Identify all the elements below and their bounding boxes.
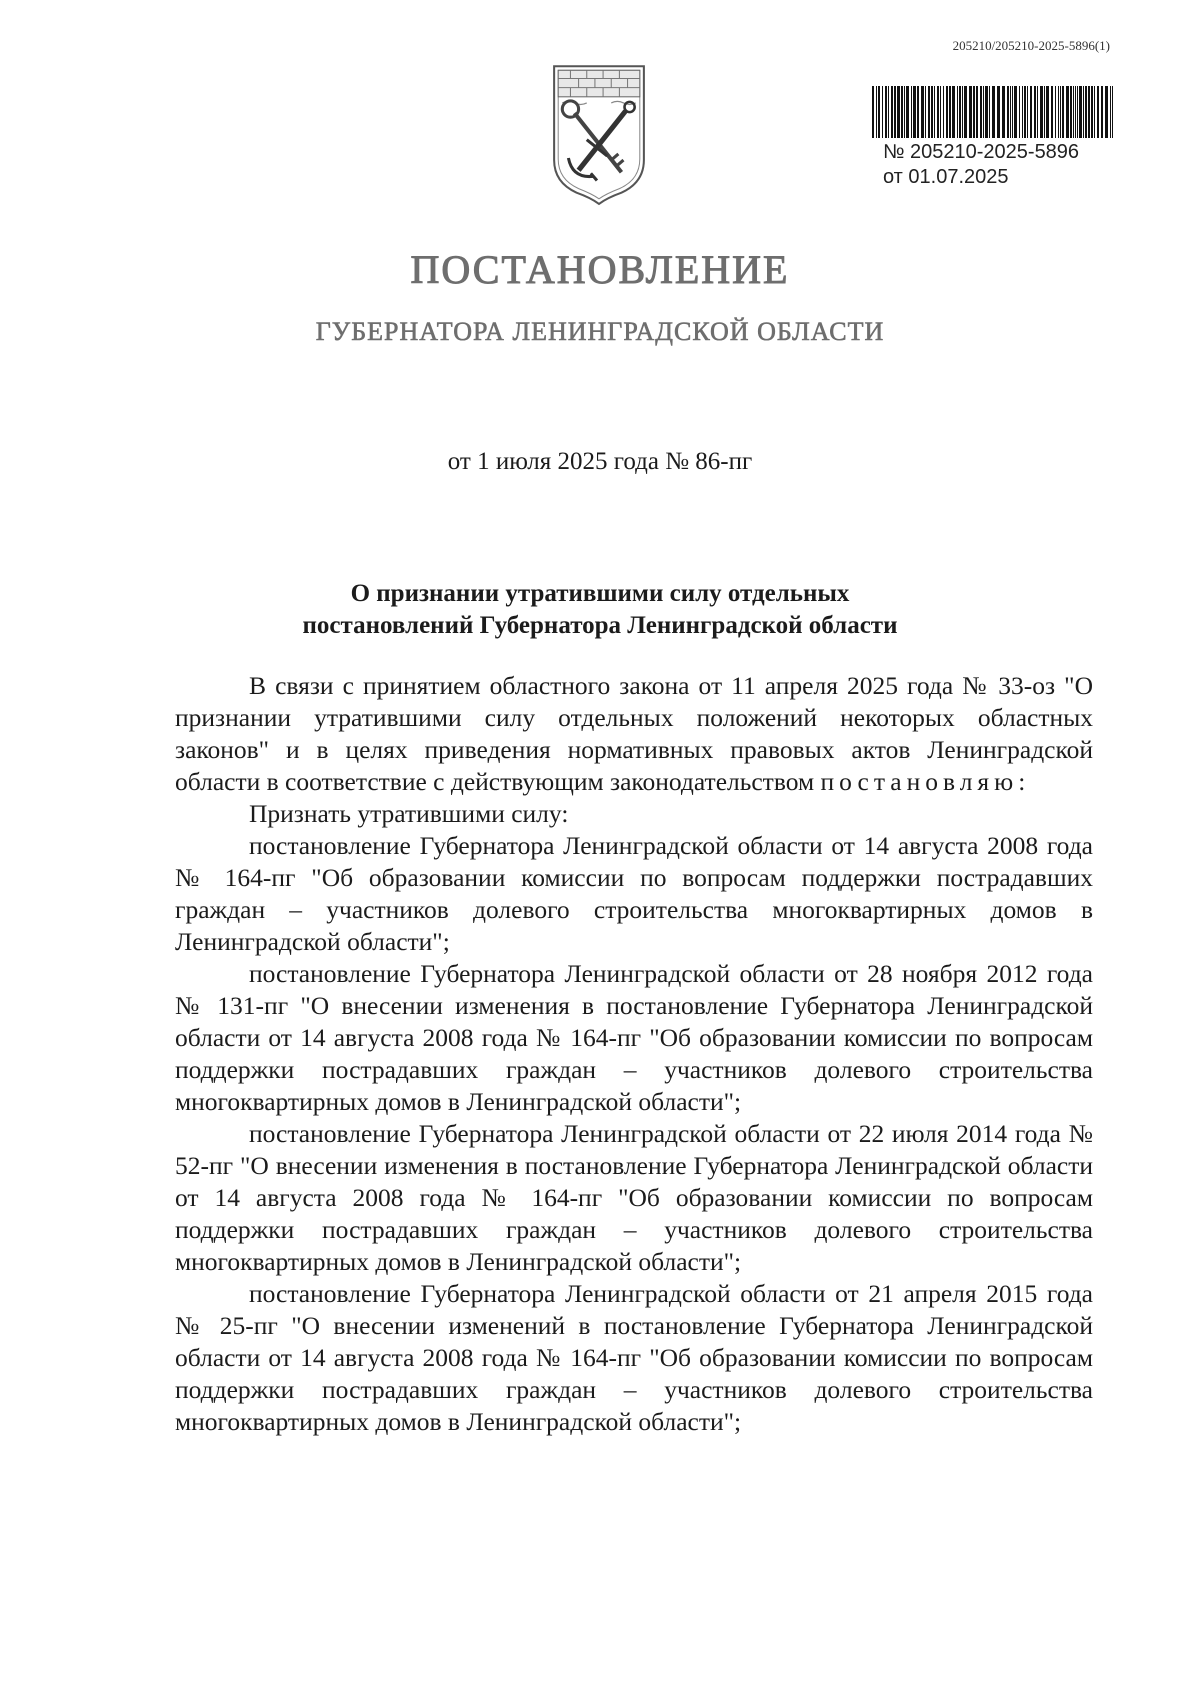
barcode-bar — [1083, 86, 1084, 138]
registration-date: от 01.07.2025 — [883, 166, 1009, 188]
document-title: ПОСТАНОВЛЕНИЕ — [410, 247, 790, 292]
barcode-bar — [1058, 86, 1059, 138]
barcode-bar — [943, 86, 944, 138]
barcode-bar — [1019, 86, 1020, 138]
document-reference: 205210/205210-2025-5896(1) — [952, 38, 1110, 53]
barcode-bar — [901, 86, 903, 138]
barcode-bar — [1094, 86, 1095, 138]
preamble-paragraph — [175, 670, 1093, 798]
barcode-bar — [1024, 86, 1026, 138]
leningrad-oblast-coat-of-arms-icon — [548, 58, 650, 206]
barcode-bar — [911, 86, 912, 138]
barcode-bar — [962, 86, 963, 138]
barcode-bar — [949, 86, 951, 138]
barcode-bar — [1051, 86, 1053, 138]
repealed-item: постановление Губернатора Ленинградской области от 22 июля 2014 года № 52-пг "О внесении изменения в постановление Губернатора Ленинградской области от 14 августа 2008 года № 164-пг "Об образовании комиссии по вопросам поддержки пострадавших граждан – участников долевого строительства многоквартирных домов в Ленинградской области"; — [175, 1119, 1093, 1276]
heading-line-1: О признании утратившими силу отдельных — [350, 580, 850, 607]
barcode-bar — [1077, 86, 1078, 138]
barcode-bar — [1027, 86, 1028, 138]
barcode-bar — [878, 86, 880, 138]
barcode-bar — [959, 86, 961, 138]
barcode-bar — [888, 86, 889, 138]
barcode-bar — [1060, 86, 1061, 138]
barcode-bar — [891, 86, 893, 138]
barcode-bar — [1062, 86, 1064, 138]
barcode-bar — [1022, 86, 1023, 138]
barcode-bar — [885, 86, 887, 138]
barcode-bar — [1085, 86, 1087, 138]
barcode-bar — [904, 86, 905, 138]
barcode-bar — [1066, 86, 1069, 138]
barcode-bar — [872, 86, 874, 138]
barcode-bar — [934, 86, 935, 138]
decree-word: постановляю: — [820, 767, 1031, 796]
barcode-bar — [1088, 86, 1090, 138]
barcode-bar — [940, 86, 941, 138]
document-body — [175, 670, 1093, 1438]
barcode-bar — [952, 86, 955, 138]
barcode-bar — [931, 86, 933, 138]
barcode-bar — [1034, 86, 1036, 138]
barcode-bar — [1044, 86, 1045, 138]
barcode-bar — [946, 86, 948, 138]
barcode-bar — [1070, 86, 1072, 138]
barcode-bar — [917, 86, 919, 138]
barcode-bar — [1112, 86, 1113, 138]
barcode-bar — [1055, 86, 1056, 138]
barcode-bar — [980, 86, 982, 138]
barcode-bar — [983, 86, 984, 138]
barcode-bar — [989, 86, 990, 138]
recognize-paragraph: Признать утратившими силу: — [249, 799, 569, 828]
barcode-bar — [1079, 86, 1082, 138]
barcode-bar — [969, 86, 972, 138]
document-heading — [260, 578, 940, 642]
document-subtitle: ГУБЕРНАТОРА ЛЕНИНГРАДСКОЙ ОБЛАСТИ — [315, 317, 885, 346]
repealed-item: постановление Губернатора Ленинградской области от 21 апреля 2015 года № 25-пг "О внесении изменений в постановление Губернатора Ленинградской области от 14 августа 2008 года № 164-пг "Об образовании комиссии по вопросам поддержки пострадавших граждан – участников долевого строительства многоквартирных домов в Ленинградской области"; — [175, 1279, 1093, 1436]
barcode-bar — [1010, 86, 1011, 138]
registration-info — [883, 140, 1079, 190]
barcode-bar — [906, 86, 909, 138]
barcode-bar — [1012, 86, 1013, 138]
barcode-bar — [985, 86, 988, 138]
barcode-icon — [870, 86, 1116, 138]
barcode-bar — [957, 86, 958, 138]
registration-number: № 205210-2025-5896 — [883, 141, 1080, 163]
barcode-bar — [1030, 86, 1032, 138]
document-date: от 1 июля 2025 года № 86-пг — [447, 448, 753, 475]
barcode-bar — [928, 86, 930, 138]
barcode-bar — [913, 86, 916, 138]
barcode-bar — [992, 86, 995, 138]
barcode-bar — [1046, 86, 1049, 138]
barcode-bar — [1091, 86, 1093, 138]
barcode-bar — [964, 86, 967, 138]
repealed-item: постановление Губернатора Ленинградской области от 28 ноября 2012 года № 131-пг "О внесении изменения в постановление Губернатора Ленинградской области от 14 августа 2008 года № 164-пг "Об образовании комиссии по вопросам поддержки пострадавших граждан – участников долевого строительства многоквартирных домов в Ленинградской области"; — [175, 959, 1093, 1116]
barcode-bar — [976, 86, 978, 138]
barcode-bar — [1097, 86, 1099, 138]
barcode-bar — [1037, 86, 1038, 138]
preamble-text: В связи с принятием областного закона от 11 апреля 2025 года № 33-оз "О признании утратившими силу отдельных положений некоторых областных законов" и в целях приведения нормативных правовых актов Ленинградской области в соответствие с действующим законодательством — [175, 671, 1093, 796]
barcode-bar — [897, 86, 900, 138]
barcode-bar — [882, 86, 883, 138]
barcode-bar — [894, 86, 896, 138]
barcode-bar — [973, 86, 975, 138]
barcode-bar — [1002, 86, 1005, 138]
barcode-bar — [1110, 86, 1111, 138]
barcode-bar — [921, 86, 924, 138]
barcode-bar — [1040, 86, 1043, 138]
barcode-bar — [937, 86, 939, 138]
repealed-item: постановление Губернатора Ленинградской области от 14 августа 2008 года № 164-пг "Об образовании комиссии по вопросам поддержки пострадавших граждан – участников долевого строительства многоквартирных домов в Ленинградской области"; — [175, 831, 1093, 956]
barcode-bar — [1014, 86, 1017, 138]
barcode-bar — [1105, 86, 1108, 138]
barcode-bar — [1007, 86, 1009, 138]
barcode-bar — [925, 86, 926, 138]
barcode-bar — [1075, 86, 1076, 138]
barcode-bar — [1101, 86, 1103, 138]
barcode-bar — [1073, 86, 1074, 138]
barcode-bar — [876, 86, 877, 138]
barcode-bar — [997, 86, 1000, 138]
heading-line-2: постановлений Губернатора Ленинградской области — [302, 612, 898, 639]
